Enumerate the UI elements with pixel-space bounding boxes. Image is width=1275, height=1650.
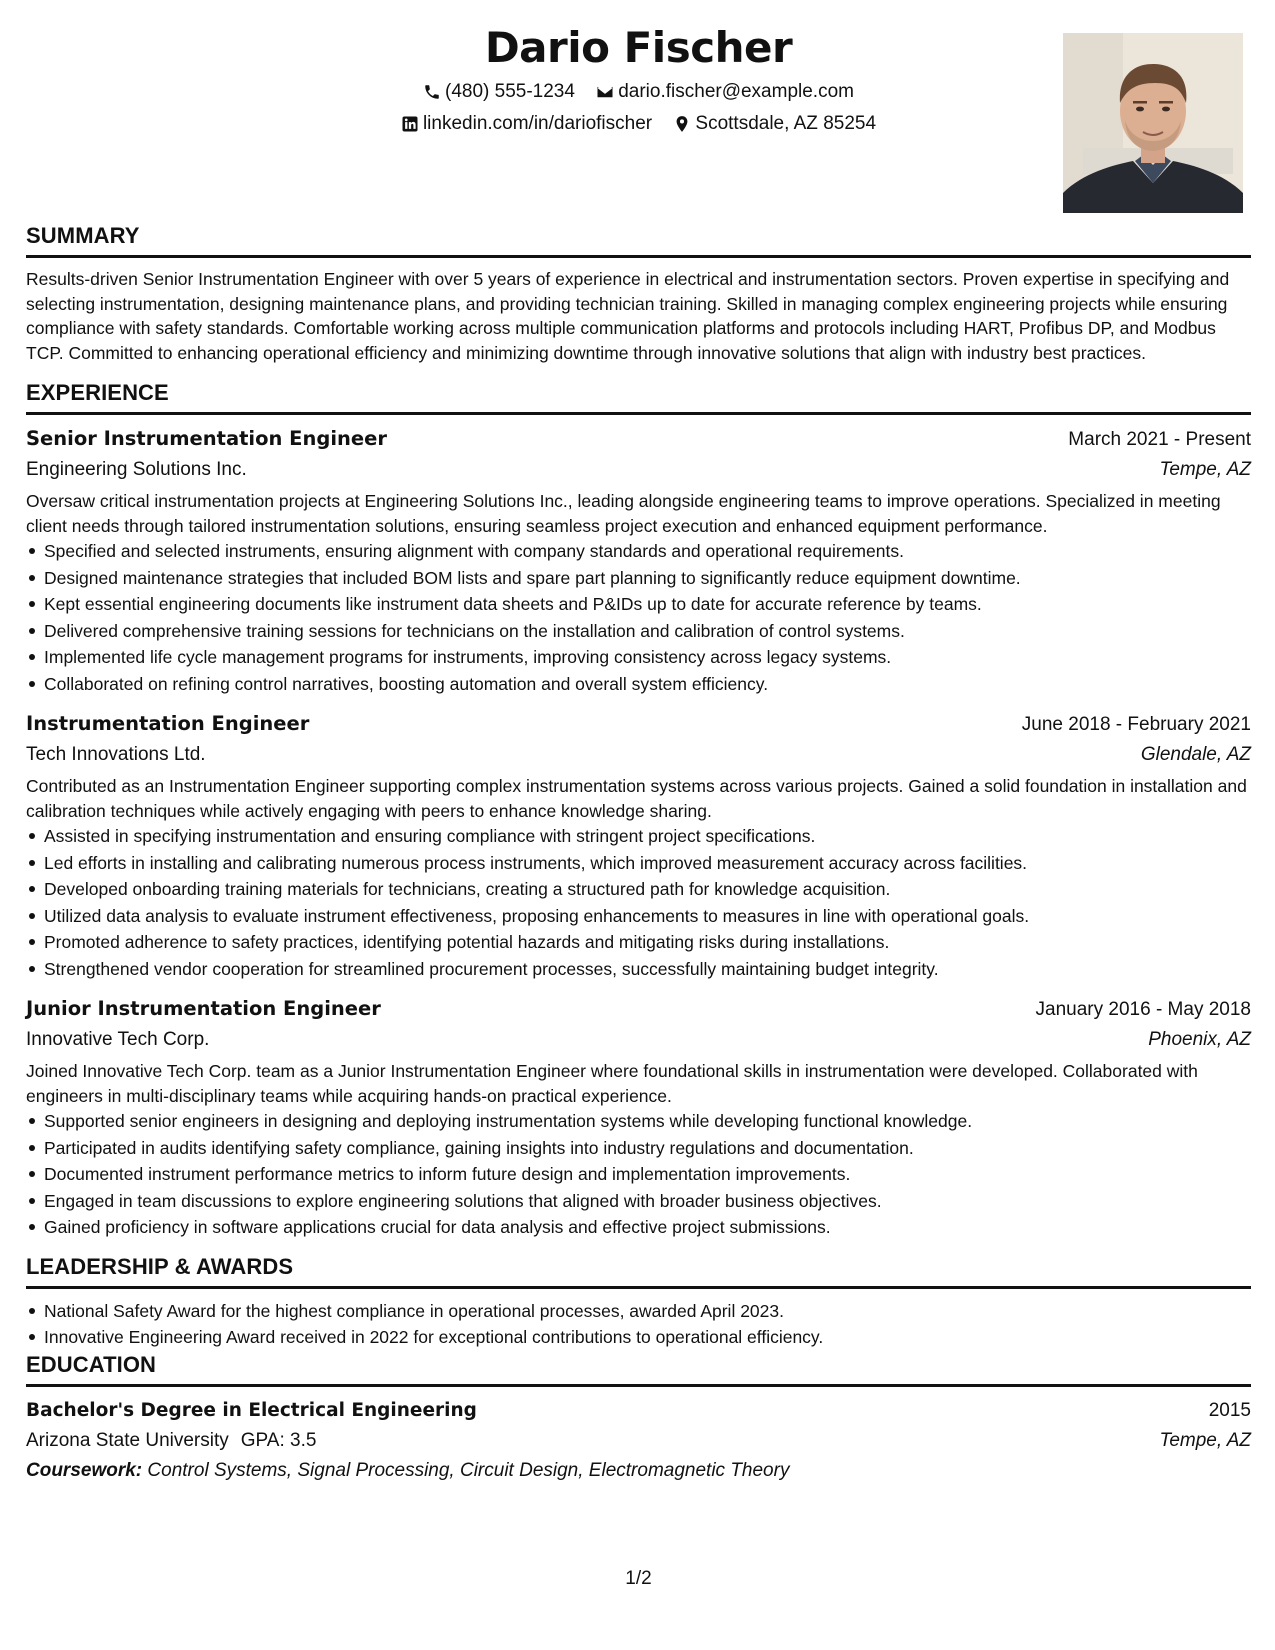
resume-header	[26, 0, 1251, 222]
bullet-text: Led efforts in installing and calibrating numerous process instruments, which improved measurement accuracy across facilities.	[44, 852, 1028, 873]
bullet-dot	[29, 966, 35, 972]
job-header-row	[26, 709, 1251, 740]
experience-heading: EXPERIENCE	[26, 379, 1251, 415]
bullet-text: Strengthened vendor cooperation for streamlined procurement processes, successfully maintaining budget integrity.	[44, 958, 939, 979]
job-title: Junior Instrumentation Engineer	[26, 997, 381, 1020]
job-header-row	[26, 424, 1251, 455]
bullet-item	[26, 618, 1251, 645]
bullet-text: Developed onboarding training materials for technicians, creating a structured path for knowledge acquisition.	[44, 879, 891, 899]
bullet-dot	[29, 1224, 35, 1230]
award-item	[26, 1324, 1251, 1351]
education-school-group	[26, 1426, 316, 1456]
bullet-text: Delivered comprehensive training sessions for technicians on the installation and calibration of control systems.	[44, 620, 905, 641]
bullet-item	[26, 538, 1251, 565]
education-year: 2015	[1208, 1399, 1251, 1421]
job-entry	[26, 424, 1251, 697]
bullet-text: Promoted adherence to safety practices, identifying potential hazards and mitigating risks during installations.	[44, 932, 890, 952]
award-item	[26, 1298, 1251, 1325]
summary-section	[26, 222, 1251, 365]
job-company-row	[26, 1025, 1251, 1055]
awards-list	[26, 1298, 1251, 1351]
bullet-dot	[29, 1171, 35, 1177]
candidate-name: Dario Fischer	[484, 23, 793, 72]
job-description: Oversaw critical instrumentation projects at Engineering Solutions Inc., leading alongside engineering teams to improve operations. Specialized in meeting client needs through tailored instrumentation solutions, ensuring seamless project execution and enhanced equipment performance.	[26, 491, 1221, 536]
bullet-item	[26, 591, 1251, 618]
bullet-text: Specified and selected instruments, ensuring alignment with company standards and operational requirements.	[44, 541, 904, 561]
bullet-item	[26, 1135, 1251, 1162]
bullet-item	[26, 1214, 1251, 1241]
bullet-text: Designed maintenance strategies that included BOM lists and spare part planning to significantly reduce equipment downtime.	[44, 567, 1021, 588]
bullet-item	[26, 876, 1251, 903]
awards-heading: LEADERSHIP & AWARDS	[26, 1253, 1251, 1289]
bullet-text: Documented instrument performance metrics to inform future design and implementation improvements.	[44, 1164, 851, 1184]
job-entry	[26, 709, 1251, 982]
job-title: Instrumentation Engineer	[26, 712, 310, 735]
linkedin-icon	[401, 115, 419, 133]
education-section	[26, 1351, 1251, 1486]
job-description: Contributed as an Instrumentation Engineer supporting complex instrumentation systems across various projects. Gained a solid foundation in installation and calibration techniques while actively engaging with peers to enhance knowledge sharing.	[26, 776, 1247, 821]
job-dates: January 2016 - May 2018	[1035, 999, 1251, 1020]
bullet-dot	[29, 860, 35, 866]
awards-section	[26, 1253, 1251, 1351]
job-bullets	[26, 823, 1251, 982]
job-company: Tech Innovations Ltd.	[26, 744, 206, 765]
linkedin-text[interactable]: linkedin.com/in/dariofischer	[422, 113, 653, 134]
bullet-dot	[29, 833, 35, 839]
coursework-text: Control Systems, Signal Processing, Circuit Design, Electromagnetic Theory	[147, 1459, 790, 1481]
bullet-item	[26, 565, 1251, 592]
bullet-text: Gained proficiency in software applications crucial for data analysis and effective project submissions.	[44, 1217, 831, 1237]
job-header-row	[26, 994, 1251, 1025]
job-location: Glendale, AZ	[1140, 744, 1251, 765]
job-company: Innovative Tech Corp.	[26, 1029, 210, 1050]
bullet-dot	[29, 1145, 35, 1151]
bullet-text: Kept essential engineering documents like instrument data sheets and P&IDs up to date for accurate reference by teams.	[44, 594, 982, 614]
education-coursework	[26, 1456, 1251, 1486]
bullet-text: Collaborated on refining control narratives, boosting automation and overall system efficiency.	[44, 673, 769, 694]
job-dates: March 2021 - Present	[1068, 429, 1251, 450]
bullet-dot	[29, 681, 35, 687]
bullet-item	[26, 671, 1251, 698]
bullet-dot	[29, 1198, 35, 1204]
bullet-text: Supported senior engineers in designing and deploying instrumentation systems while developing functional knowledge.	[44, 1111, 973, 1131]
bullet-dot	[29, 1334, 35, 1340]
job-dates: June 2018 - February 2021	[1021, 714, 1251, 735]
bullet-dot	[29, 548, 35, 554]
bullet-text: Utilized data analysis to evaluate instrument effectiveness, proposing enhancements to measures in line with operational goals.	[44, 905, 1030, 926]
award-text: Innovative Engineering Award received in 2022 for exceptional contributions to operational efficiency.	[44, 1327, 824, 1347]
phone-text: (480) 555-1234	[445, 81, 575, 102]
summary-text: Results-driven Senior Instrumentation Engineer with over 5 years of experience in electrical and instrumentation sectors. Proven expertise in specifying and selecting instrumentation, designing maintenance plans, and providing technician training. Skilled in managing complex engineering projects while ensuring compliance with safety standards. Comfortable working across multiple communication platforms and protocols including HART, Profibus DP, and Modbus TCP. Committed to enhancing operational efficiency and minimizing downtime through innovative solutions that align with industry best practices.	[26, 269, 1230, 363]
job-location: Phoenix, AZ	[1148, 1029, 1251, 1050]
bullet-item	[26, 903, 1251, 930]
job-title: Senior Instrumentation Engineer	[26, 427, 387, 450]
phone-icon	[423, 83, 441, 101]
page-number: 1/2	[625, 1568, 652, 1589]
bullet-item	[26, 823, 1251, 850]
email-text[interactable]: dario.fischer@example.com	[618, 81, 854, 102]
bullet-dot	[29, 939, 35, 945]
contact-linkedin[interactable]	[401, 111, 652, 137]
education-school-row	[26, 1426, 1251, 1456]
bullet-dot	[29, 628, 35, 634]
job-company-row	[26, 740, 1251, 770]
job-company-row	[26, 455, 1251, 485]
bullet-dot	[29, 1308, 35, 1314]
envelope-icon	[596, 83, 614, 101]
bullet-item	[26, 1161, 1251, 1188]
bullet-text: Participated in audits identifying safety compliance, gaining insights into industry regulations and documentation.	[44, 1137, 914, 1158]
job-company: Engineering Solutions Inc.	[26, 459, 247, 480]
bullet-dot	[29, 886, 35, 892]
job-entry	[26, 994, 1251, 1241]
bullet-item	[26, 850, 1251, 877]
bullet-dot	[29, 913, 35, 919]
education-gpa: GPA: 3.5	[240, 1429, 317, 1451]
map-pin-icon	[673, 115, 691, 133]
job-description: Joined Innovative Tech Corp. team as a Junior Instrumentation Engineer where foundational skills in instrumentation were developed. Collaborated with engineers in multi-disciplinary teams while acquiring hands-on practical experience.	[26, 1061, 1198, 1106]
award-text: National Safety Award for the highest compliance in operational processes, awarded April 2023.	[44, 1300, 784, 1321]
bullet-item	[26, 644, 1251, 671]
job-bullets	[26, 1108, 1251, 1241]
bullet-item	[26, 1188, 1251, 1215]
education-school: Arizona State University	[26, 1429, 229, 1451]
experience-section	[26, 379, 1251, 1241]
education-heading: EDUCATION	[26, 1351, 1251, 1387]
resume-page	[26, 0, 1251, 1650]
education-degree-row	[26, 1396, 1251, 1426]
contact-location	[673, 111, 876, 137]
bullet-dot	[29, 575, 35, 581]
job-location: Tempe, AZ	[1159, 459, 1251, 480]
education-degree: Bachelor's Degree in Electrical Engineering	[26, 1399, 477, 1421]
bullet-item	[26, 1108, 1251, 1135]
bullet-text: Assisted in specifying instrumentation and ensuring compliance with stringent project specifications.	[44, 826, 816, 846]
coursework-label: Coursework:	[26, 1459, 143, 1481]
education-location: Tempe, AZ	[1159, 1429, 1251, 1451]
bullet-item	[26, 956, 1251, 983]
summary-heading: SUMMARY	[26, 222, 1251, 258]
bullet-dot	[29, 601, 35, 607]
bullet-item	[26, 929, 1251, 956]
location-text: Scottsdale, AZ 85254	[695, 113, 877, 134]
bullet-dot	[29, 654, 35, 660]
bullet-text: Engaged in team discussions to explore engineering solutions that aligned with broader business objectives.	[44, 1190, 882, 1211]
profile-photo	[1063, 33, 1243, 213]
contact-email[interactable]	[596, 79, 854, 105]
job-bullets	[26, 538, 1251, 697]
bullet-dot	[29, 1118, 35, 1124]
bullet-text: Implemented life cycle management programs for instruments, improving consistency across legacy systems.	[44, 647, 892, 667]
contact-phone	[423, 79, 575, 105]
